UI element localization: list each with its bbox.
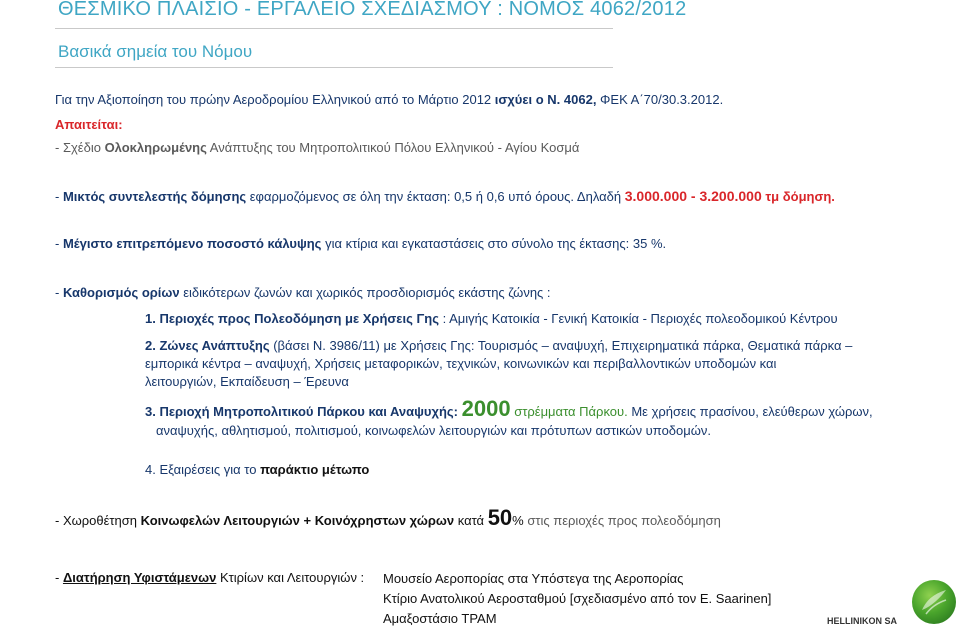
zone-item-3-line2: αναψυχής, αθλητισμού, πολιτισμού, κοινωφελών λειτουργιών και πρότυπων αστικών υποδομών.: [156, 423, 712, 438]
coverage-prefix: -: [55, 236, 63, 251]
coefficient-rest: εφαρμοζόμενος σε όλη την έκταση: 0,5 ή 0,6 υπό όρους. Δηλαδή: [246, 189, 625, 204]
intro-paragraph: [55, 91, 723, 109]
siting-percent: %: [512, 513, 524, 528]
page-subtitle: Βασικά σημεία του Νόμου: [58, 42, 253, 61]
park-area-number: 2000: [461, 396, 511, 421]
zone-item-4-text: Εξαιρέσεις για το: [155, 462, 261, 477]
preservation-line: [55, 569, 364, 587]
plan-line: [55, 139, 579, 157]
zone-item-4-number: 4.: [145, 462, 156, 477]
coefficient-line: [55, 187, 835, 206]
preserved-building-item: Κτίριο Ανατολικού Αεροσταθμού [σχεδιασμένο από τον Ε. Saarinen]: [383, 591, 772, 606]
preservation-rest: Κτιρίων και Λειτουργιών :: [216, 570, 365, 585]
zone-item-2: [145, 337, 852, 391]
zones-bold: Καθορισμός ορίων: [62, 285, 180, 300]
intro-law-bold: ισχύει ο Ν. 4062,: [494, 92, 597, 107]
preserved-buildings-list: [383, 569, 771, 629]
coefficient-prefix: -: [55, 189, 63, 204]
zones-rest: ειδικότερων ζωνών και χωρικός προσδιορισμός εκάστης ζώνης :: [179, 285, 551, 300]
preserved-building-item: Αμαξοστάσιο ΤΡΑΜ: [383, 611, 497, 626]
zone-item-3-rest: Με χρήσεις πρασίνου, ελεύθερων χώρων,: [627, 404, 873, 419]
zone-item-3: [145, 396, 873, 425]
page-title: ΘΕΣΜΙΚΟ ΠΛΑΙΣΙΟ - ΕΡΓΑΛΕΙΟ ΣΧΕΔΙΑΣΜΟΥ : ΝΟΜΟΣ 4062/2012: [58, 0, 687, 20]
zone-item-1: [145, 310, 838, 328]
zone-item-3-title: 3. Περιοχή Μητροπολιτικού Πάρκου και Αναψυχής:: [145, 404, 459, 419]
siting-mid: κατά: [454, 513, 488, 528]
coverage-bold: Μέγιστο επιτρεπόμενο ποσοστό κάλυψης: [62, 236, 322, 251]
siting-number: 50: [487, 505, 513, 530]
zones-prefix: -: [55, 285, 63, 300]
preserved-building-item: Μουσείο Αεροπορίας στα Υπόστεγα της Αεροπορίας: [383, 571, 684, 586]
zone-item-2-line2: εμπορικά κέντρα – αναψυχή, Χρήσεις μεταφορικών, τεχνικών, κοινωνικών και περιβαλλοντικών υποδομών και: [145, 356, 777, 371]
coefficient-value: 3.000.000 - 3.200.000: [624, 188, 762, 204]
coverage-rest: για κτίρια και εγκαταστάσεις στο σύνολο της έκτασης: 35 %.: [321, 236, 667, 251]
preservation-prefix: -: [55, 570, 63, 585]
siting-prefix: - Χωροθέτηση: [55, 513, 141, 528]
coefficient-bold: Μικτός συντελεστής δόμησης: [62, 189, 247, 204]
subtitle-divider: [55, 67, 613, 68]
plan-bold: Ολοκληρωμένης: [104, 140, 207, 155]
zone-item-2-line1: (βάσει Ν. 3986/11) με Χρήσεις Γης: Τουρισμός – αναψυχή, Επιχειρηματικά πάρκα, Θεματικά πάρκα –: [269, 338, 853, 353]
coefficient-unit: τμ δόμηση.: [761, 189, 835, 204]
plan-rest: Ανάπτυξης του Μητροπολιτικού Πόλου Ελληνικού - Αγίου Κοσμά: [206, 140, 580, 155]
zone-item-4-bold: παράκτιο μέτωπο: [260, 462, 370, 477]
siting-line: [55, 505, 721, 534]
siting-bold: Κοινωφελών Λειτουργιών + Κοινόχρηστων χώρων: [140, 513, 455, 528]
preservation-bold: Διατήρηση Υφιστάμενων: [62, 570, 217, 585]
zone-item-2-line3: λειτουργιών, Εκπαίδευση – Έρευνα: [145, 374, 349, 389]
zones-line: [55, 284, 551, 302]
zone-item-2-title: 2. Ζώνες Ανάπτυξης: [145, 338, 270, 353]
brand-name: HELLINIKON SA: [827, 616, 898, 626]
intro-text: Για την Αξιοποίηση του πρώην Αεροδρομίου Ελληνικού από το Μάρτιο 2012: [55, 92, 495, 107]
coverage-line: [55, 235, 666, 253]
title-divider: [55, 28, 613, 29]
requires-label: Απαιτείται:: [55, 117, 123, 132]
zone-item-4: [145, 461, 369, 479]
zone-item-1-uses: : Αμιγής Κατοικία - Γενική Κατοικία - Περιοχές πολεοδομικού Κέντρου: [438, 311, 838, 326]
siting-rest: στις περιοχές προς πολεοδόμηση: [523, 513, 721, 528]
logo-leaf-icon: [918, 586, 950, 618]
park-area-unit: στρέμματα Πάρκου.: [514, 404, 628, 419]
intro-fek: ΦΕΚ Α΄70/30.3.2012.: [596, 92, 724, 107]
zone-item-1-title: 1. Περιοχές προς Πολεοδόμηση με Χρήσεις Γης: [145, 311, 439, 326]
plan-prefix: - Σχέδιο: [55, 140, 105, 155]
